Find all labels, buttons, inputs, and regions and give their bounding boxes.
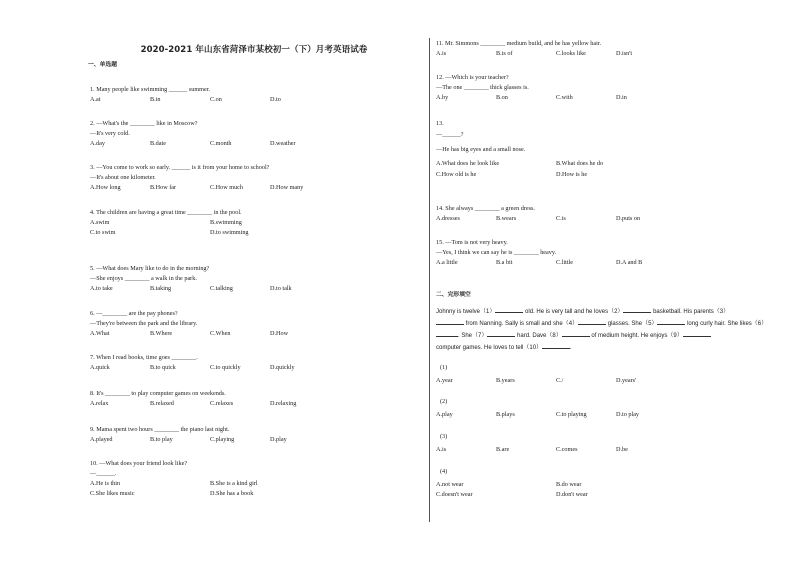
answer-option: D.in bbox=[616, 94, 627, 101]
answer-option: A.dresses bbox=[436, 215, 460, 222]
question-stem: 8. It's ________ to play computer games on weekends. bbox=[90, 390, 226, 397]
answer-option: A.is bbox=[436, 446, 447, 453]
answer-option: D.to talk bbox=[270, 285, 292, 292]
answer-option: B.taking bbox=[150, 285, 172, 292]
answer-option: B.date bbox=[150, 140, 166, 147]
section-heading-cloze: 二、完形填空 bbox=[436, 292, 471, 298]
answer-option: D.to bbox=[270, 96, 281, 103]
answer-option: A.quick bbox=[90, 364, 110, 371]
answer-option: B.wears bbox=[496, 215, 517, 222]
answer-option: A.How long bbox=[90, 184, 121, 191]
cloze-passage: Johnny is twelve（1） old. He is very tall and he loves（2） basketball. His parents（3） from Nanning. Sally is small and she（4） glasses. She（5） long curly hair. She likes（6） . She（7） hard. Dave（8） of medium height. He enjoys（9） computer games. He loves to tell（10） . bbox=[436, 306, 768, 354]
answer-option: B.on bbox=[496, 94, 508, 101]
question-dialogue: —It's very cold. bbox=[90, 130, 130, 137]
answer-option: D.play bbox=[270, 436, 287, 443]
section-heading-single-choice: 一、单选题 bbox=[88, 62, 117, 68]
answer-option: A.is bbox=[436, 50, 447, 57]
answer-option: A.a little bbox=[436, 259, 458, 266]
answer-option: C.to playing bbox=[556, 411, 587, 418]
answer-option: C.doesn't wear bbox=[436, 491, 473, 498]
answer-option: B.a bit bbox=[496, 259, 513, 266]
answer-option: C.comes bbox=[556, 446, 578, 453]
question-dialogue: —They're between the park and the library. bbox=[90, 320, 198, 327]
answer-option: D.isn't bbox=[616, 50, 633, 57]
answer-option: B.are bbox=[496, 446, 510, 453]
answer-option: A.at bbox=[90, 96, 101, 103]
column-divider bbox=[429, 38, 430, 522]
question-stem: 4. The children are having a great time ________ in the pool. bbox=[90, 209, 242, 216]
question-stem: 14. She always ________ a green dress. bbox=[436, 205, 535, 212]
answer-option: C.relaxes bbox=[210, 400, 234, 407]
question-dialogue: —She enjoys ________ a walk in the park. bbox=[90, 275, 197, 282]
answer-option: B.to quick bbox=[150, 364, 176, 371]
question-stem: 5. —What does Mary like to do in the morning? bbox=[90, 265, 210, 272]
answer-option: C.with bbox=[556, 94, 573, 101]
question-dialogue: —______. bbox=[90, 470, 117, 477]
answer-option: B.What does he do bbox=[556, 160, 604, 167]
answer-option: C.talking bbox=[210, 285, 233, 292]
answer-option: C.to swim bbox=[90, 229, 116, 236]
question-stem: 7. When I read books, time goes ________. bbox=[90, 354, 198, 361]
answer-option: D.puts on bbox=[616, 215, 641, 222]
question-stem: 15. —Tom is not very heavy. bbox=[436, 239, 508, 246]
answer-option: A.year bbox=[436, 377, 453, 384]
answer-option: B.swimming bbox=[210, 219, 242, 226]
answer-option: A.play bbox=[436, 411, 453, 418]
answer-option: C.to quickly bbox=[210, 364, 241, 371]
answer-option: C.She likes music bbox=[90, 490, 135, 497]
question-stem: 13. bbox=[436, 120, 444, 127]
answer-option: D.to swimming bbox=[210, 229, 249, 236]
cloze-item-number: (2) bbox=[440, 398, 448, 405]
cloze-item-number: (1) bbox=[440, 364, 448, 371]
answer-option: B.do wear bbox=[556, 481, 582, 488]
question-stem: 1. Many people like swimming ______ summer. bbox=[90, 86, 210, 93]
answer-option: A.What bbox=[90, 330, 110, 337]
answer-option: B.She is a kind girl bbox=[210, 480, 258, 487]
answer-option: D.She has a book bbox=[210, 490, 254, 497]
question-dialogue: —______? bbox=[436, 131, 464, 138]
answer-option: D.be bbox=[616, 446, 628, 453]
answer-option: C.month bbox=[210, 140, 232, 147]
answer-option: A.day bbox=[90, 140, 105, 147]
answer-option: A.not wear bbox=[436, 481, 464, 488]
question-stem: 12. —Which is your teacher? bbox=[436, 74, 509, 81]
answer-option: B.to play bbox=[150, 436, 173, 443]
question-dialogue: —The one ________ thick glasses is. bbox=[436, 84, 529, 91]
question-stem: 2. —What's the ________ like in Moscow? bbox=[90, 120, 198, 127]
question-stem: 11. Mr. Simmons ________ medium build, and he has yellow hair. bbox=[436, 40, 602, 47]
answer-option: D.weather bbox=[270, 140, 296, 147]
answer-option: B.Where bbox=[150, 330, 173, 337]
question-stem: 10. —What does your friend look like? bbox=[90, 460, 188, 467]
answer-option: C.little bbox=[556, 259, 574, 266]
question-stem: 9. Mama spent two hours ________ the piano last night. bbox=[90, 426, 230, 433]
answer-option: D.A and B bbox=[616, 259, 643, 266]
answer-option: C.is bbox=[556, 215, 566, 222]
answer-option: D.How many bbox=[270, 184, 304, 191]
answer-option: D.quickly bbox=[270, 364, 295, 371]
question-stem: 3. —You come to work so early. ______ is it from your home to school? bbox=[90, 164, 270, 171]
answer-option: B.plays bbox=[496, 411, 515, 418]
answer-option: D.How is he bbox=[556, 171, 588, 178]
answer-option: C.When bbox=[210, 330, 231, 337]
answer-option: D.How bbox=[270, 330, 289, 337]
answer-option: C.on bbox=[210, 96, 222, 103]
answer-option: B.relaxed bbox=[150, 400, 174, 407]
cloze-item-number: (3) bbox=[440, 433, 448, 440]
answer-option: D.don't wear bbox=[556, 491, 588, 498]
cloze-item-number: (4) bbox=[440, 468, 448, 475]
answer-option: D.years' bbox=[616, 377, 637, 384]
answer-option: B.How far bbox=[150, 184, 177, 191]
answer-option: C./ bbox=[556, 377, 564, 384]
answer-option: A.He is thin bbox=[90, 480, 121, 487]
answer-option: C.How much bbox=[210, 184, 243, 191]
page-title: 2020-2021 年山东省菏泽市某校初一（下）月考英语试卷 bbox=[140, 45, 368, 55]
answer-option: A.swim bbox=[90, 219, 110, 226]
answer-option: A.relax bbox=[90, 400, 109, 407]
answer-option: A.What does he look like bbox=[436, 160, 500, 167]
question-dialogue: —Yes, I think we can say he is ________ heavy. bbox=[436, 249, 557, 256]
answer-option: C.How old is he bbox=[436, 171, 477, 178]
answer-option: B.is of bbox=[496, 50, 513, 57]
answer-option: D.relaxing bbox=[270, 400, 297, 407]
answer-option: D.to play bbox=[616, 411, 640, 418]
question-dialogue: —He has big eyes and a small nose. bbox=[436, 146, 526, 153]
question-stem: 6. —________ are the pay phones? bbox=[90, 310, 178, 317]
answer-option: C.playing bbox=[210, 436, 235, 443]
question-dialogue: —It's about one kilometer. bbox=[90, 174, 156, 181]
answer-option: B.years bbox=[496, 377, 515, 384]
answer-option: B.in bbox=[150, 96, 161, 103]
answer-option: A.by bbox=[436, 94, 449, 101]
answer-option: A.to take bbox=[90, 285, 113, 292]
answer-option: A.played bbox=[90, 436, 113, 443]
answer-option: C.looks like bbox=[556, 50, 586, 57]
